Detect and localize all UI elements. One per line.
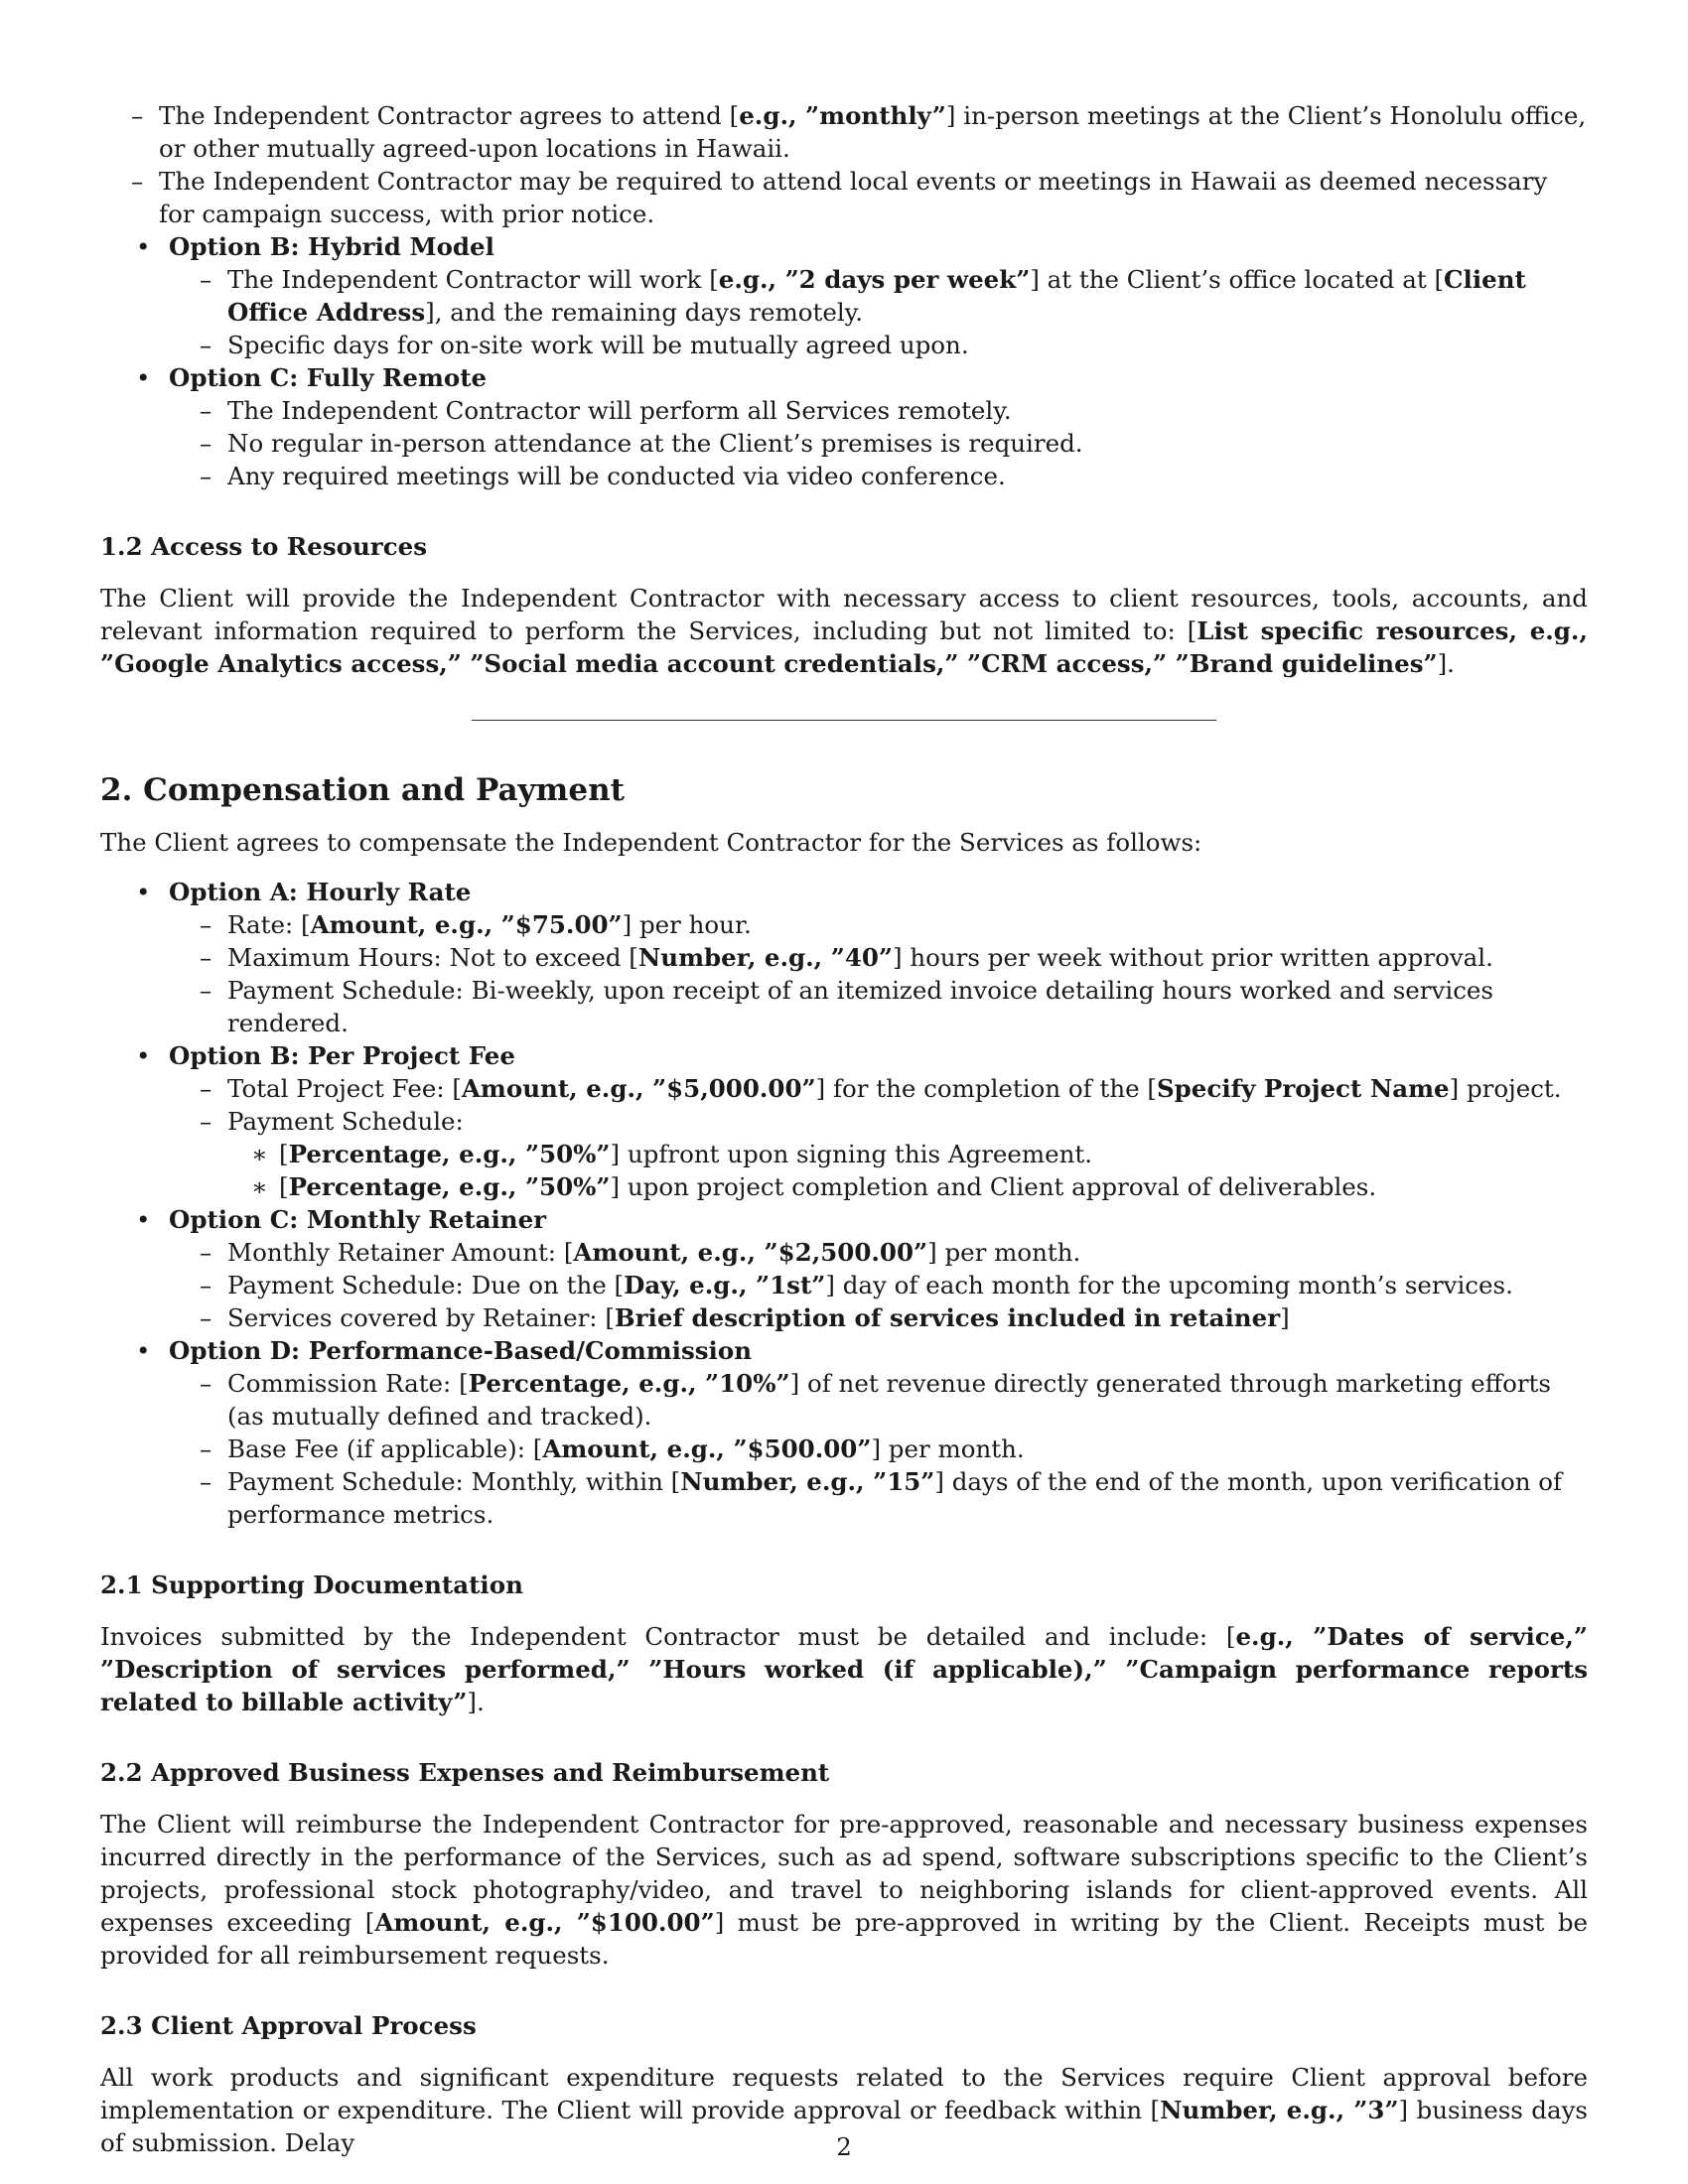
list-item-text: Payment Schedule: Bi-weekly, upon receipt of an itemized invoice detailing hours worked and services rendered. xyxy=(227,976,1493,1037)
list-item xyxy=(100,941,1588,974)
option-sub-list xyxy=(169,1236,1588,1334)
option-title: Option B: Per Project Fee xyxy=(169,1041,515,1070)
list-item-text: Base Fee (if applicable): [Amount, e.g., ”$500.00”] per month. xyxy=(227,1434,1025,1463)
list-item-text: Payment Schedule: Monthly, within [Number, e.g., ”15”] days of the end of the month, upon verification of performance metrics. xyxy=(227,1467,1563,1529)
section-2-1-heading: 2.1 Supporting Documentation xyxy=(100,1570,523,1599)
list-item: – The Independent Contractor agrees to attend [e.g., ”monthly”] in-person meetings at the Client’s Honolulu office, or other mutually agreed-upon locations in Hawaii. xyxy=(100,99,1588,165)
option-b-hybrid xyxy=(100,230,1588,361)
comp-option xyxy=(100,1203,1588,1334)
comp-option xyxy=(100,1334,1588,1531)
section-2-2-body: The Client will reimburse the Independent Contractor for pre-approved, reasonable and necessary business expenses incurred directly in the performance of the Services, such as ad spend, software subscriptions specific to the Client’s projects, professional stock photography/video, and travel to neighboring islands for client-approved events. All expenses exceeding [Amount, e.g., ”$100.00”] must be pre-approved in writing by the Client. Receipts must be provided for all reimbursement requests. xyxy=(100,1810,1588,1970)
option-c-remote xyxy=(100,361,1588,492)
option-a-sub-list xyxy=(100,99,1588,230)
section-2-intro: The Client agrees to compensate the Independent Contractor for the Services as follows: xyxy=(100,828,1202,857)
list-item-text: Commission Rate: [Percentage, e.g., ”10%”] of net revenue directly generated through marketing efforts (as mutually defined and tracked). xyxy=(227,1369,1551,1431)
section-2-1-body: Invoices submitted by the Independent Contractor must be detailed and include: [e.g., ”Dates of service,” ”Description of services performed,” ”Hours worked (if applicable),” ”Campaign performance reports related to billable activity”]. xyxy=(100,1622,1588,1716)
list-item: – No regular in-person attendance at the Client’s premises is required. xyxy=(100,427,1588,460)
list-item xyxy=(100,1105,1588,1203)
list-item-text: Monthly Retainer Amount: [Amount, e.g., ”$2,500.00”] per month. xyxy=(227,1238,1081,1267)
list-item xyxy=(100,1269,1588,1301)
page-content xyxy=(100,99,1588,2159)
option-sub-list xyxy=(169,1072,1588,1203)
section-2-3-body: All work products and significant expenditure requests related to the Services require Client approval before implementation or expenditure. The Client will provide approval or feedback within [Number, e.g., ”3”] business days of submission. Delay xyxy=(100,2063,1589,2157)
option-sub-list xyxy=(169,908,1588,1039)
option-title: Option C: Fully Remote xyxy=(169,363,488,392)
option-title: Option C: Monthly Retainer xyxy=(169,1205,547,1234)
list-item-text: Services covered by Retainer: [Brief description of services included in retainer] xyxy=(227,1303,1290,1332)
page-number: 2 xyxy=(836,2132,852,2161)
list-item: – The Independent Contractor will work [e.g., ”2 days per week”] at the Client’s office located at [Client Office Address], and the remaining days remotely. xyxy=(100,263,1588,329)
option-title: Option A: Hourly Rate xyxy=(169,878,472,906)
list-item xyxy=(100,1367,1588,1433)
compensation-options-list xyxy=(100,876,1588,1531)
section-2-2-heading: 2.2 Approved Business Expenses and Reimbursement xyxy=(100,1758,830,1787)
list-item-text: Total Project Fee: [Amount, e.g., ”$5,000.00”] for the completion of the [Specify Project Name] project. xyxy=(227,1074,1562,1103)
option-sub-list xyxy=(169,394,1588,492)
comp-option xyxy=(100,1039,1588,1203)
section-divider xyxy=(472,720,1216,721)
section-2-3-heading: 2.3 Client Approval Process xyxy=(100,2011,477,2040)
option-sub-list xyxy=(169,263,1588,361)
list-item xyxy=(100,974,1588,1039)
option-sub-list xyxy=(169,1367,1588,1531)
work-arrangement-list xyxy=(100,99,1588,492)
list-item xyxy=(100,1433,1588,1465)
list-item: – The Independent Contractor will perform all Services remotely. xyxy=(100,394,1588,427)
list-item: – Any required meetings will be conducted via video conference. xyxy=(100,460,1588,492)
section-1-2-heading: 1.2 Access to Resources xyxy=(100,532,427,561)
section-2-heading: 2. Compensation and Payment xyxy=(100,772,625,808)
comp-option xyxy=(100,876,1588,1039)
list-item-text: Rate: [Amount, e.g., ”$75.00”] per hour. xyxy=(227,910,752,939)
list-item: ∗ [Percentage, e.g., ”50%”] upon project completion and Client approval of deliverables. xyxy=(100,1170,1588,1203)
list-item xyxy=(100,1072,1588,1105)
list-item xyxy=(100,1465,1588,1531)
option-title: Option D: Performance-Based/Commission xyxy=(169,1336,753,1365)
list-item-text: Maximum Hours: Not to exceed [Number, e.g., ”40”] hours per week without prior written approval. xyxy=(227,943,1493,972)
sub-sub-list xyxy=(227,1138,1588,1203)
option-title: Option B: Hybrid Model xyxy=(169,232,494,261)
list-item xyxy=(100,1236,1588,1269)
list-item xyxy=(100,1301,1588,1334)
list-item-text: Payment Schedule: xyxy=(227,1107,464,1136)
option-a-continued xyxy=(100,99,1588,230)
list-item: – The Independent Contractor may be required to attend local events or meetings in Hawaii as deemed necessary for campaign success, with prior notice. xyxy=(100,165,1588,230)
section-1-2-body: The Client will provide the Independent Contractor with necessary access to client resources, tools, accounts, and relevant information required to perform the Services, including but not limited to: [List specific resources, e.g., ”Google Analytics access,” ”Social media account credentials,” ”CRM access,” ”Brand guidelines”]. xyxy=(100,584,1588,678)
list-item: – Specific days for on-site work will be mutually agreed upon. xyxy=(100,329,1588,361)
list-item-text: Payment Schedule: Due on the [Day, e.g., ”1st”] day of each month for the upcoming month’s services. xyxy=(227,1271,1513,1299)
list-item: ∗ [Percentage, e.g., ”50%”] upfront upon signing this Agreement. xyxy=(100,1138,1588,1170)
list-item xyxy=(100,908,1588,941)
